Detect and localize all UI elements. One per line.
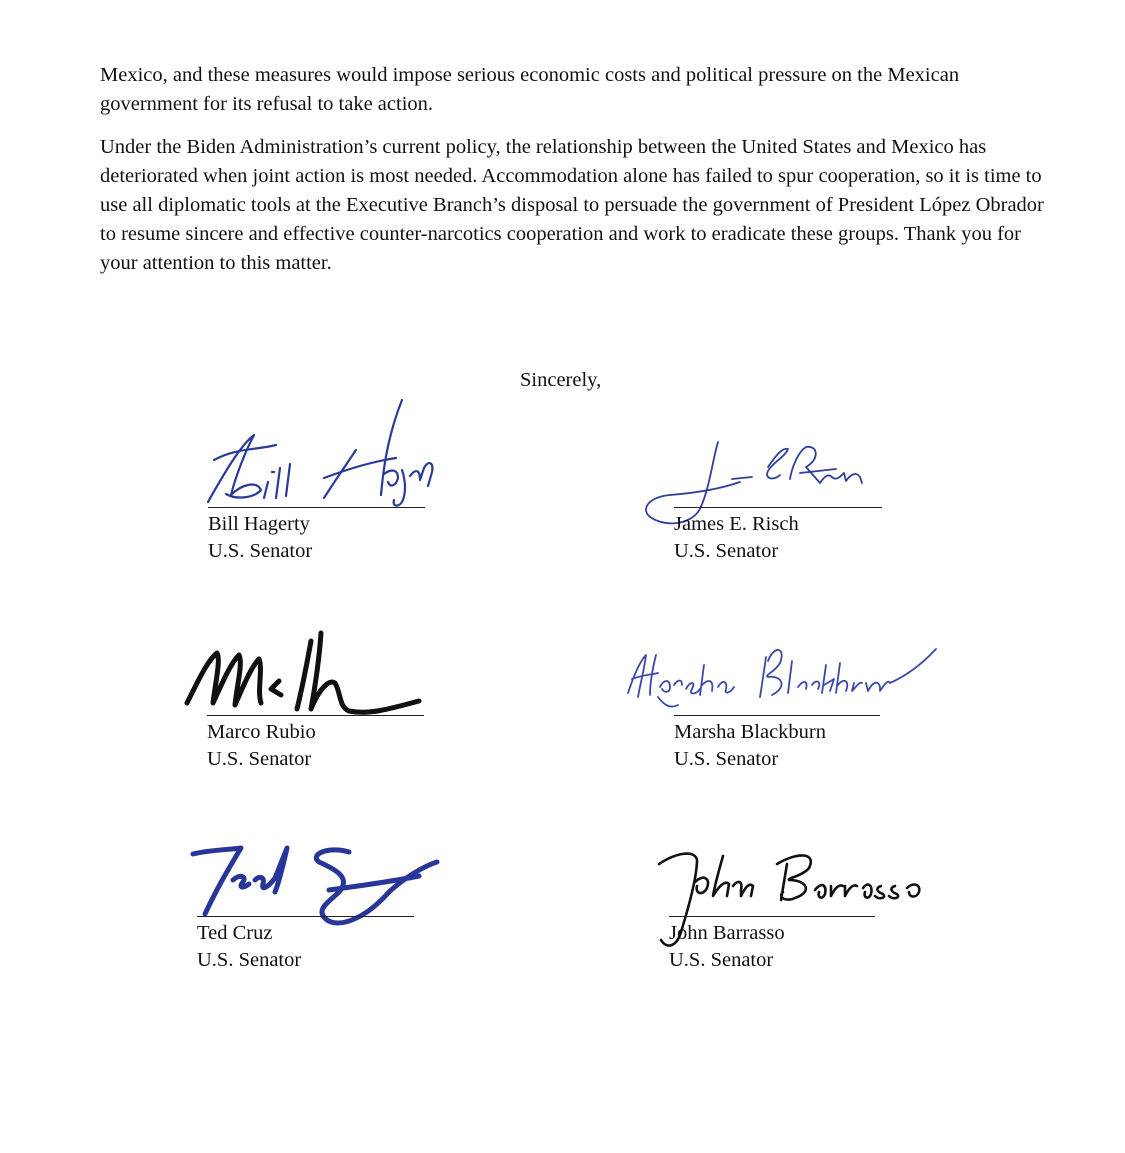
signatory-title: U.S. Senator — [197, 949, 302, 971]
signature-line — [207, 715, 424, 716]
signatory-name: Marco Rubio — [207, 721, 316, 743]
signature-line — [674, 507, 882, 508]
signature-rubio-image — [179, 623, 424, 723]
letter-paragraph-2: Under the Biden Administration’s current policy, the relationship between the United States and Mexico has deteriorated when joint action is most needed. Accommodation alone has failed to spur cooperation, so it is time to use all diplomatic tools at the Executive Branch’s disposal to persuade the government of President López Obrador to resume sincere and effective counter-narcotics cooperation and work to eradicate these groups. Thank you for your attention to this matter. — [100, 136, 1044, 274]
signatory-name: Ted Cruz — [197, 922, 273, 944]
signatory-name: James E. Risch — [674, 513, 799, 535]
signature-hagerty-image — [206, 390, 446, 515]
letter-paragraph-1: Mexico, and these measures would impose serious economic costs and political pressure on the Mexican government for its refusal to take action. — [100, 64, 960, 115]
signatory-title: U.S. Senator — [208, 540, 313, 562]
signatory-name: John Barrasso — [669, 922, 785, 944]
signatory-name: Bill Hagerty — [208, 513, 310, 535]
signature-blackburn-image — [618, 635, 948, 715]
closing-salutation: Sincerely, — [520, 369, 602, 391]
signature-line — [674, 715, 880, 716]
signatory-name: Marsha Blackburn — [674, 721, 826, 743]
signatory-title: U.S. Senator — [669, 949, 774, 971]
signatory-title: U.S. Senator — [674, 540, 779, 562]
signature-line — [197, 916, 414, 917]
signatory-title: U.S. Senator — [674, 748, 779, 770]
signatory-title: U.S. Senator — [207, 748, 312, 770]
signature-line — [208, 507, 425, 508]
signature-line — [669, 916, 875, 917]
